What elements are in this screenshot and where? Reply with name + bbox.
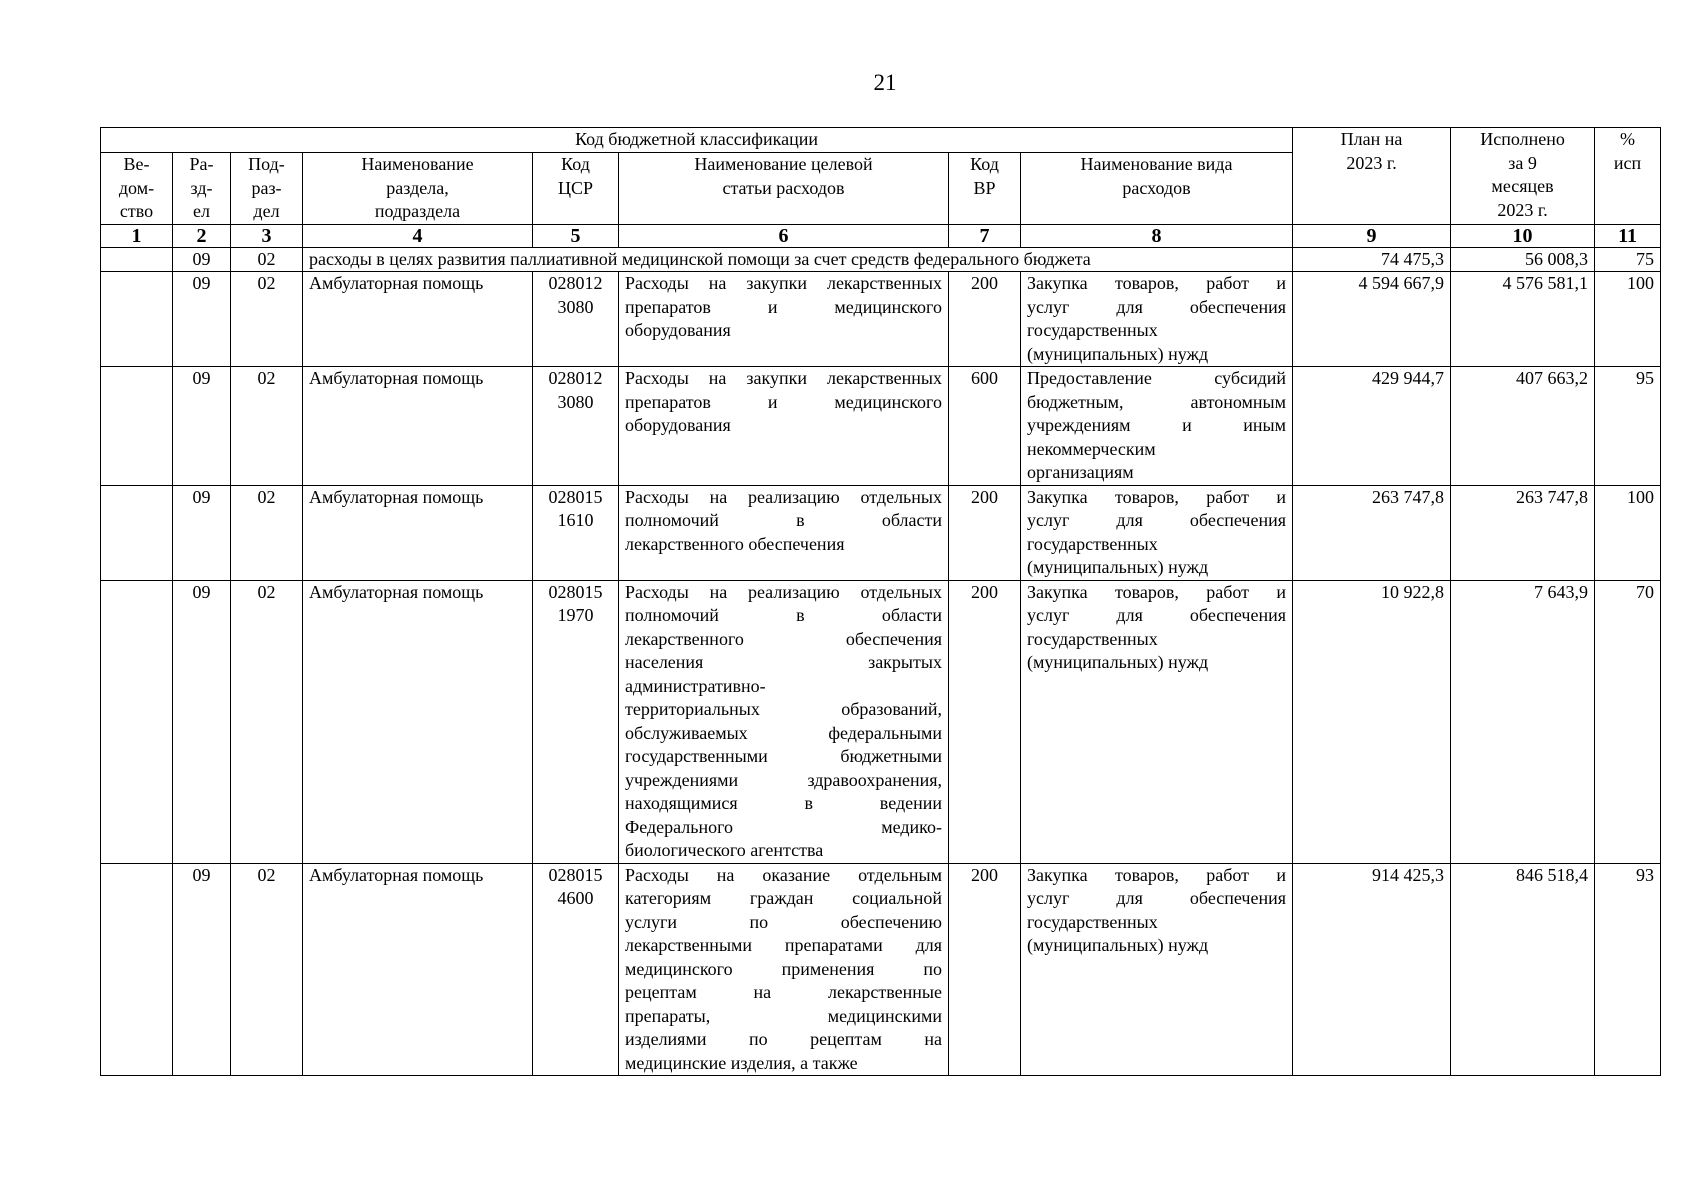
vid-line: услуг для обеспечения	[1027, 296, 1287, 317]
vid-line: Закупка товаров, работ и	[1027, 486, 1287, 507]
cell-executed: 846 518,4	[1451, 863, 1595, 1076]
vid-line: Закупка товаров, работ и	[1027, 581, 1287, 602]
vid-line: Предоставление субсидий	[1027, 368, 1287, 388]
cell-kod-csr: 028015 1610	[533, 485, 619, 580]
vid-line: бюджетным, автономным	[1027, 391, 1287, 412]
col-header-kod_vr: Код ВР	[949, 153, 1021, 225]
target-line: Расходы на реализацию отдельных	[625, 581, 942, 602]
cell-podrazdel: 02	[231, 367, 303, 486]
cell-plan: 74 475,3	[1293, 247, 1451, 272]
vid-line: государственных	[1027, 911, 1158, 932]
col-header-name_vid: Наименование вида расходов	[1021, 153, 1293, 225]
cell-plan: 4 594 667,9	[1293, 272, 1451, 367]
cell-executed: 7 643,9	[1451, 580, 1595, 863]
cell-kod-vr: 200	[949, 272, 1021, 367]
cell-plan: 429 944,7	[1293, 367, 1451, 486]
cell-kod-csr: 028012 3080	[533, 367, 619, 486]
cell-percent: 100	[1595, 272, 1661, 367]
cell-name-vid	[1021, 580, 1293, 863]
cell-target-description: расходы в целях развития паллиативной медицинской помощи за счет средств федерального бюджета	[303, 247, 1293, 272]
vid-line: учреждениям и иным	[1027, 415, 1287, 435]
target-line: обслуживаемых федеральными	[625, 722, 942, 743]
cell-podrazdel: 02	[231, 580, 303, 863]
cell-vedomstvo	[101, 367, 173, 486]
target-line: услуги по обеспечению	[625, 911, 942, 932]
target-line: препараты, медицинскими	[625, 1005, 942, 1026]
budget-table	[100, 127, 1661, 1076]
target-line: Расходы на оказание отдельным	[625, 864, 942, 885]
vid-line: (муниципальных) нужд	[1027, 652, 1209, 672]
cell-podrazdel: 02	[231, 247, 303, 272]
target-line: лекарственного обеспечения	[625, 533, 845, 554]
col-number-6: 6	[619, 224, 949, 247]
cell-name-razdel: Амбулаторная помощь	[303, 367, 533, 486]
cell-vedomstvo	[101, 485, 173, 580]
cell-vedomstvo	[101, 247, 173, 272]
cell-name-vid	[1021, 272, 1293, 367]
table-header	[101, 128, 1661, 248]
target-line: лекарственного обеспечения	[625, 628, 942, 649]
cell-percent: 75	[1595, 247, 1661, 272]
cell-plan: 914 425,3	[1293, 863, 1451, 1076]
vid-line: (муниципальных) нужд	[1027, 935, 1209, 955]
header-row-group	[101, 128, 1661, 153]
cell-vedomstvo	[101, 272, 173, 367]
table-row	[101, 247, 1661, 272]
cell-percent: 70	[1595, 580, 1661, 863]
table-row	[101, 863, 1661, 1076]
vid-line: государственных	[1027, 628, 1158, 649]
col-number-1: 1	[101, 224, 173, 247]
page-number: 21	[873, 70, 897, 95]
target-line: находящимися в ведении	[625, 793, 942, 813]
target-line: препаратов и медицинского	[625, 391, 942, 412]
vid-line: услуг для обеспечения	[1027, 510, 1287, 530]
col-header-name_target: Наименование целевой статьи расходов	[619, 153, 949, 225]
vid-line: государственных	[1027, 320, 1158, 340]
target-line: государственными бюджетными	[625, 746, 942, 766]
col-number-10: 10	[1451, 224, 1595, 247]
target-line: полномочий в области	[625, 510, 942, 530]
cell-name-target	[619, 580, 949, 863]
cell-kod-csr: 028015 1970	[533, 580, 619, 863]
cell-percent: 93	[1595, 863, 1661, 1076]
col-header-vedomstvo: Ве- дом- ство	[101, 153, 173, 225]
cell-kod-csr: 028015 4600	[533, 863, 619, 1076]
col-number-9: 9	[1293, 224, 1451, 247]
col-number-11: 11	[1595, 224, 1661, 247]
target-line: рецептам на лекарственные	[625, 982, 942, 1002]
classification-group-title: Код бюджетной классификации	[101, 128, 1293, 153]
cell-podrazdel: 02	[231, 863, 303, 1076]
target-line: категориям граждан социальной	[625, 888, 942, 908]
col-header-plan: План на 2023 г.	[1293, 128, 1451, 225]
target-line: изделиями по рецептам на	[625, 1029, 942, 1049]
vid-line: государственных	[1027, 533, 1158, 554]
cell-podrazdel: 02	[231, 272, 303, 367]
cell-name-vid	[1021, 485, 1293, 580]
cell-name-vid	[1021, 367, 1293, 486]
cell-vedomstvo	[101, 863, 173, 1076]
col-header-razdel: Ра- зд- ел	[173, 153, 231, 225]
vid-line: организациям	[1027, 462, 1134, 482]
col-header-kod_csr: Код ЦСР	[533, 153, 619, 225]
target-line: медицинского применения по	[625, 958, 942, 979]
cell-razdel: 09	[173, 485, 231, 580]
cell-podrazdel: 02	[231, 485, 303, 580]
target-line: учреждениями здравоохранения,	[625, 769, 942, 790]
table-row	[101, 485, 1661, 580]
cell-executed: 4 576 581,1	[1451, 272, 1595, 367]
cell-name-target	[619, 863, 949, 1076]
cell-kod-csr: 028012 3080	[533, 272, 619, 367]
vid-line: услуг для обеспечения	[1027, 888, 1287, 908]
col-number-2: 2	[173, 224, 231, 247]
target-line: территориальных образований,	[625, 699, 942, 719]
cell-kod-vr: 600	[949, 367, 1021, 486]
cell-name-target	[619, 367, 949, 486]
cell-name-razdel: Амбулаторная помощь	[303, 580, 533, 863]
target-line: медицинские изделия, а также	[625, 1052, 858, 1073]
cell-name-target	[619, 272, 949, 367]
col-number-8: 8	[1021, 224, 1293, 247]
cell-razdel: 09	[173, 272, 231, 367]
cell-executed: 263 747,8	[1451, 485, 1595, 580]
cell-kod-vr: 200	[949, 580, 1021, 863]
cell-kod-vr: 200	[949, 863, 1021, 1076]
cell-razdel: 09	[173, 863, 231, 1076]
target-line: административно-	[625, 675, 766, 696]
col-header-podrazdel: Под- раз- дел	[231, 153, 303, 225]
target-line: Расходы на закупки лекарственных	[625, 273, 942, 293]
vid-line: Закупка товаров, работ и	[1027, 864, 1287, 885]
cell-plan: 10 922,8	[1293, 580, 1451, 863]
vid-line: (муниципальных) нужд	[1027, 343, 1209, 364]
table-row	[101, 367, 1661, 486]
cell-name-razdel: Амбулаторная помощь	[303, 485, 533, 580]
target-line: препаратов и медицинского	[625, 296, 942, 317]
col-number-4: 4	[303, 224, 533, 247]
col-header-executed: Исполнено за 9 месяцев 2023 г.	[1451, 128, 1595, 225]
col-header-percent: % исп	[1595, 128, 1661, 225]
col-number-7: 7	[949, 224, 1021, 247]
vid-line: некоммерческим	[1027, 438, 1156, 459]
cell-executed: 407 663,2	[1451, 367, 1595, 486]
cell-kod-vr: 200	[949, 485, 1021, 580]
target-line: оборудования	[625, 415, 731, 435]
col-number-5: 5	[533, 224, 619, 247]
table-row	[101, 580, 1661, 863]
col-header-name_razdel: Наименование раздела, подраздела	[303, 153, 533, 225]
vid-line: Закупка товаров, работ и	[1027, 273, 1287, 293]
cell-name-target	[619, 485, 949, 580]
cell-percent: 95	[1595, 367, 1661, 486]
table-body	[101, 247, 1661, 1076]
vid-line: услуг для обеспечения	[1027, 605, 1287, 625]
target-line: населения закрытых	[625, 652, 942, 672]
cell-percent: 100	[1595, 485, 1661, 580]
vid-line: (муниципальных) нужд	[1027, 557, 1209, 577]
cell-executed: 56 008,3	[1451, 247, 1595, 272]
target-line: Федерального медико-	[625, 816, 942, 837]
header-row-numbers	[101, 224, 1661, 247]
cell-plan: 263 747,8	[1293, 485, 1451, 580]
cell-name-razdel: Амбулаторная помощь	[303, 272, 533, 367]
target-line: Расходы на закупки лекарственных	[625, 368, 942, 388]
table-row	[101, 272, 1661, 367]
cell-razdel: 09	[173, 580, 231, 863]
cell-razdel: 09	[173, 247, 231, 272]
target-line: биологического агентства	[625, 840, 824, 860]
target-line: оборудования	[625, 320, 731, 340]
cell-name-vid	[1021, 863, 1293, 1076]
cell-razdel: 09	[173, 367, 231, 486]
target-line: лекарственными препаратами для	[625, 935, 942, 955]
target-line: полномочий в области	[625, 605, 942, 625]
col-number-3: 3	[231, 224, 303, 247]
cell-vedomstvo	[101, 580, 173, 863]
target-line: Расходы на реализацию отдельных	[625, 486, 942, 507]
cell-name-razdel: Амбулаторная помощь	[303, 863, 533, 1076]
